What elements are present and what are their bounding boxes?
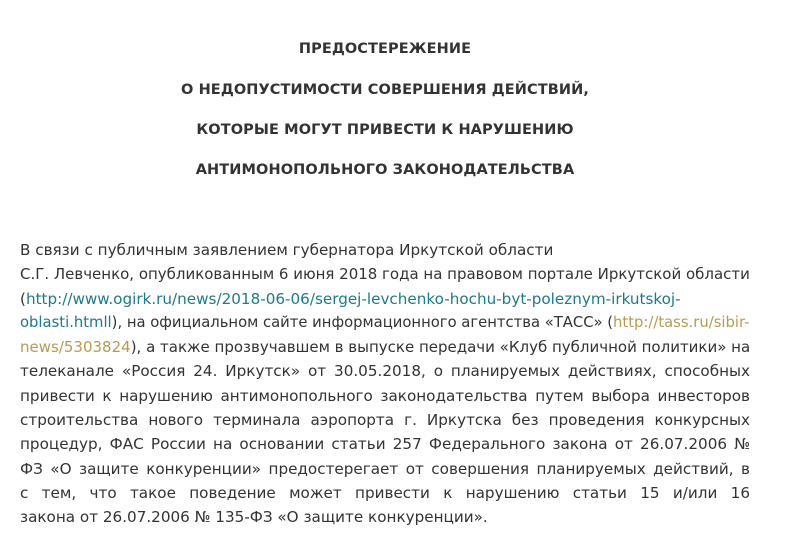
paragraph-line: строительства нового терминала аэропорта г. Иркутска без проведения конкурсных	[20, 411, 750, 430]
paragraph-line	[20, 287, 750, 311]
paragraph-line: закона от 26.07.2006 № 135-ФЗ «О защите конкуренции».	[20, 508, 488, 527]
paragraph-line: процедур, ФАС России на основании статьи 257 Федерального закона от 26.07.2006 №	[20, 435, 750, 454]
document-subtitle-line-1: О НЕДОПУСТИМОСТИ СОВЕРШЕНИЯ ДЕЙСТВИЙ,	[181, 82, 589, 98]
tass-news-link[interactable]: http://tass.ru/sibir-	[613, 313, 750, 331]
warning-paragraph	[20, 238, 750, 530]
paragraph-text: ), а также прозвучавшем в выпуске передачи «Клуб публичной политики» на	[130, 338, 751, 357]
paragraph-line: телеканале «Россия 24. Иркутск» от 30.05.2018, о планируемых действиях, способных	[20, 362, 750, 381]
document-subtitle-line-3: АНТИМОНОПОЛЬНОГО ЗАКОНОДАТЕЛЬСТВА	[195, 162, 575, 178]
document-subtitle-line-2: КОТОРЫЕ МОГУТ ПРИВЕСТИ К НАРУШЕНИЮ	[196, 122, 574, 138]
paragraph-line: с тем, что такое поведение может привести к нарушению статьи 15 и/или 16	[20, 483, 750, 502]
paragraph-text: (	[20, 289, 26, 308]
document-title: ПРЕДОСТЕРЕЖЕНИЕ	[298, 41, 472, 57]
paragraph-line	[20, 311, 750, 335]
ogirk-news-link-continued[interactable]: oblasti.htmll	[20, 313, 112, 331]
paragraph-line: привести к нарушению антимонопольного законодательства путем выбора инвесторов	[20, 386, 750, 405]
paragraph-line: В связи с публичным заявлением губернатора Иркутской области	[20, 241, 554, 259]
paragraph-line: ФЗ «О защите конкуренции» предостерегает от совершения планируемых действий, в	[20, 459, 750, 478]
paragraph-line	[20, 335, 750, 359]
paragraph-text: ), на официальном сайте информационного агентства «ТАСС» (	[111, 313, 614, 331]
paragraph-line: С.Г. Левченко, опубликованным 6 июня 2018 года на правовом портале Иркутской области	[20, 265, 750, 284]
ogirk-news-link[interactable]: http://www.ogirk.ru/news/2018-06-06/sergej-levchenko-hochu-byt-poleznym-irkutskoj-	[25, 289, 681, 308]
tass-news-link-continued[interactable]: news/5303824	[20, 338, 131, 357]
